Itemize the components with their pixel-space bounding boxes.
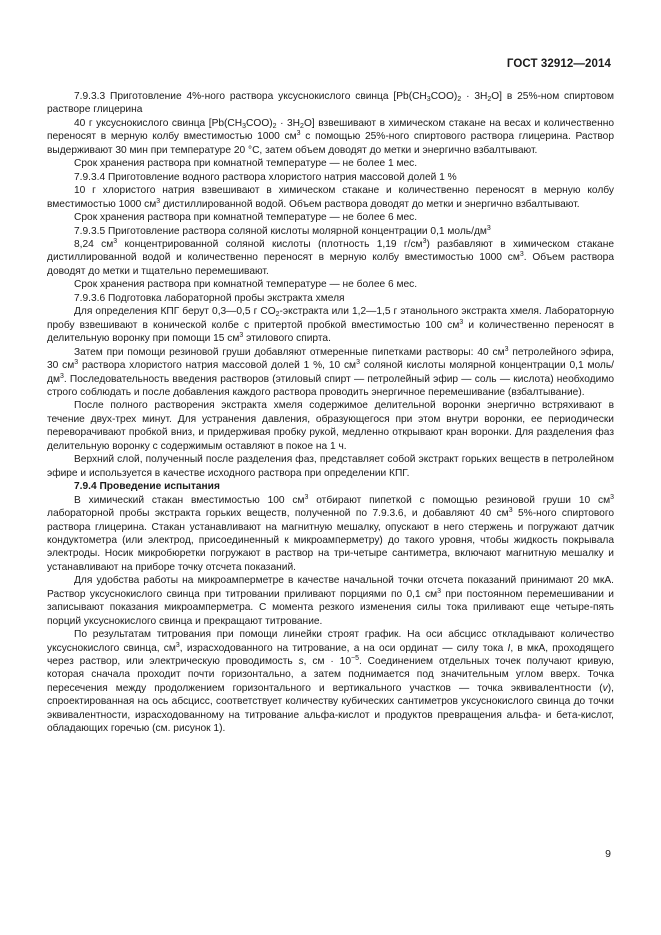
paragraph: 40 г уксуснокислого свинца $[Pb(CH_3COO)_2 \cdot 3H_2O]$ взвешивают в химическом стакане на весах и количественно переносят в мерную колбу вместимостью 1000 $см^3$ с помощью 25%-ного спиртового раствора глицерина. Раствор выдерживают 30 мин при температуре 20 °С, затем объем доводят до метки и энергично взбалтывают. bbox=[47, 117, 615, 156]
paragraph: 8,24 $см^3$ концентрированной соляной кислоты (плотность 1,19 $г/см^3$) разбавляют в химическом стакане дистиллированной водой и количественно переносят в мерную колбу вместимостью 1000 $см^3$. Объем раствора доводят до метки и тщательно перемешивают. bbox=[47, 237, 615, 277]
paragraph: 7.9.3.3 Приготовление 4%-ного раствора уксуснокислого свинца $[Pb(CH_3COO)_2 \cdot 3H_2O]$ в 25%-ном спиртовом растворе глицерина bbox=[47, 91, 614, 116]
paragraph: Срок хранения раствора при комнатной температуре — не более 1 мес. bbox=[74, 158, 418, 170]
paragraph: Срок хранения раствора при комнатной температуре — не более 6 мес. bbox=[74, 279, 418, 291]
paragraph: 7.9.3.5 Приготовление раствора соляной кислоты молярной концентрации 0,1 моль/$дм^3$ bbox=[74, 224, 491, 237]
document-body bbox=[47, 90, 614, 736]
paragraph: Для удобства работы на микроамперметре в качестве начальной точки отсчета показаний принимают 20 мкА. Раствор уксуснокислого свинца при титровании приливают порциями по 0,1 $см^3$ при постоянном перемешивании и записывают показания микроамперметра. С момента резкого изменения силы тока приливают еще четыре-пять порций уксуснокислого свинца и прекращают титрование. bbox=[47, 575, 614, 627]
standard-header: ГОСТ 32912—2014 bbox=[506, 58, 611, 70]
page-number: 9 bbox=[605, 848, 611, 860]
section-heading: 7.9.4 Проведение испытания bbox=[74, 481, 220, 493]
paragraph: 7.9.3.4 Приготовление водного раствора хлористого натрия массовой долей 1 % bbox=[74, 171, 457, 183]
paragraph: 7.9.3.6 Подготовка лабораторной пробы экстракта хмеля bbox=[74, 292, 345, 304]
paragraph: Срок хранения раствора при комнатной температуре — не более 6 мес. bbox=[74, 212, 418, 224]
paragraph: Затем при помощи резиновой груши добавляют отмеренные пипетками растворы: 40 $см^3$ петролейного эфира, 30 $см^3$ раствора хлористого натрия массовой долей 1 %, 10 $см^3$ соляной кислоты молярной концентрации 0,1 моль/$дм^3$. Последовательность введения растворов (этиловый спирт — петролейный эфир — соль — кислота) необходимо строго соблюдать и после добавления каждого раствора проводить энергичное перемешивание (взбалтывание). bbox=[47, 345, 614, 398]
paragraph: После полного растворения экстракта хмеля содержимое делительной воронки энергично встряхивают в течение двух-трех минут. Для устранения давления, образующегося при этом внутри воронки, ее периодически переворачивают пробкой вниз, и придерживая пробку рукой, медленно открывают кран воронки. Для разделения фаз делительную воронку с содержимым оставляют в покое на 1 ч. bbox=[47, 400, 614, 452]
paragraph: Для определения КПГ берут 0,3—0,5 г $CO_2$-экстракта или 1,2—1,5 г этанольного экстракта хмеля. Лабораторную пробу взвешивают в конической колбе с притертой пробкой вместимостью 100 $см^3$ и количественно переносят в делительную воронку при помощи 15 $см^3$ этилового спирта. bbox=[47, 306, 614, 345]
paragraph: 10 г хлористого натрия взвешивают в химическом стакане и количественно переносят в мерную колбу вместимостью 1000 $см^3$ дистиллированной водой. Объем раствора доводят до метки и энергично взбалтывают. bbox=[47, 185, 614, 210]
paragraph: По результатам титрования при помощи линейки строят график. На оси абсцисс откладывают количество уксуснокислого свинца, $см^3$, израсходованного на титрование, а на оси ординат — силу тока I, в мкА, проходящего через раствор, или электрическую проводимость s, см · $10^{-5}$. Соединением отдельных точек получают кривую, которая сначала проходит почти горизонтально, а затем поднимается под значительным углом вверх. Точка пересечения между продолжением горизонтального и вертикального участков — точка эквивалентности (v), спроектированная на ось абсцисс, соответствует количеству кубических сантиметров уксуснокислого свинца до точки эквивалентности, израсходованному на титрование альфа-кислот и продуктов превращения альфа- и бета-кислот, обладающих горечью (см. рисунок 1). bbox=[47, 629, 614, 735]
paragraph: В химический стакан вместимостью 100 $см^3$ отбирают пипеткой с помощью резиновой груши 10 $см^3$ лабораторной пробы экстракта горьких веществ, полученной по 7.9.3.6, и добавляют 40 $см^3$ 5%-ного спиртового раствора глицерина. Стакан устанавливают на магнитную мешалку, опускают в него стержень и погружают датчик кондуктометра (или электрод, присоединенный к микроамперметру) до такого уровня, чтобы жидкость покрывала электроды. Носик микробюретки погружают в раствор на три-четыре сантиметра, включают магнитную мешалку и устанавливают на приборе точку отсчета показаний. bbox=[47, 493, 615, 573]
paragraph: Верхний слой, полученный после разделения фаз, представляет собой экстракт горьких веществ в петролейном эфире и используется в качестве исходного раствора при определении КПГ. bbox=[47, 454, 614, 479]
